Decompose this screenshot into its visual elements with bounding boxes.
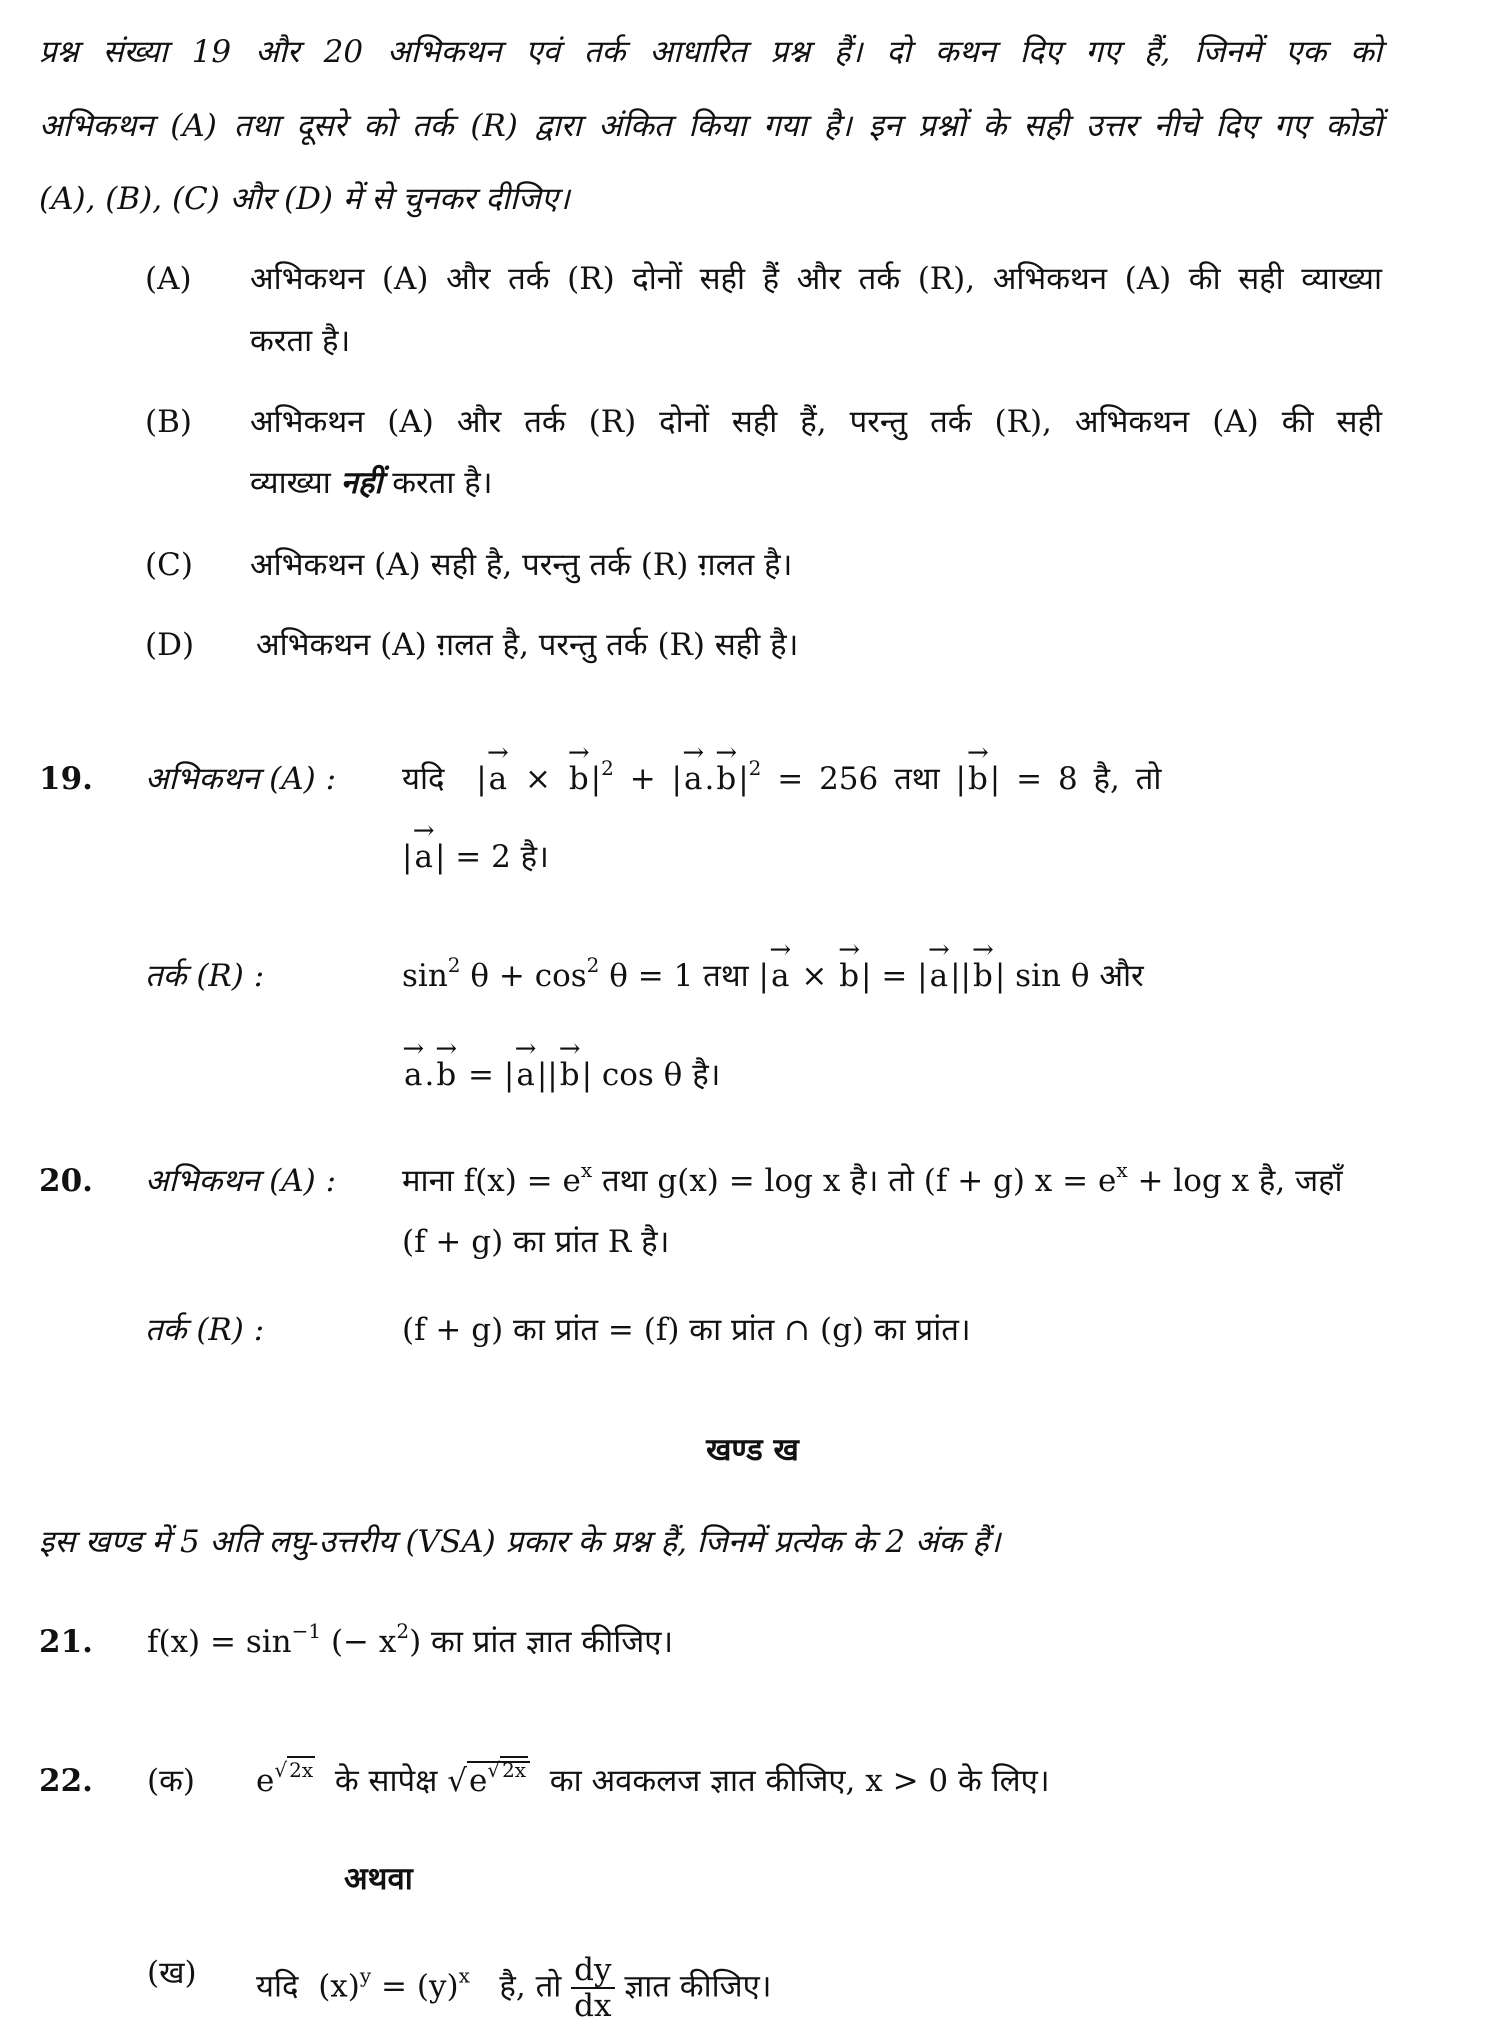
text: है, तो: [499, 1968, 562, 2005]
superscript: x: [580, 1158, 593, 1182]
q19-assertion: यदि |→ a × → $b|^2$ + |→ $a.\to b|^2 = 256$ तथा |→ b| = 8 है, तो: [402, 759, 1161, 799]
vector-b: → b: [971, 956, 995, 996]
text: = 8 है, तो: [1016, 761, 1162, 797]
option-a-text-cont: करता है।: [250, 323, 351, 359]
superscript: 2: [396, 1619, 410, 1643]
text: यदि: [402, 761, 445, 797]
text: + log x है, जहाँ: [1127, 1163, 1343, 1199]
text: = (y): [371, 1968, 459, 2005]
option-b-label: (B): [145, 404, 192, 440]
text: f(x) = sin: [147, 1624, 292, 1660]
text: 2x: [289, 1758, 314, 1782]
vector-b: → b: [558, 1055, 582, 1095]
option-b-text-cont: [250, 463, 492, 503]
q20-reason: (f + g) का प्रांत = (f) का प्रांत ∩ (g) का प्रांत।: [402, 1312, 971, 1348]
intro-line-1: प्रश्न संख्या 19 और 20 अभिकथन एवं तर्क आधारित प्रश्न हैं। दो कथन दिए गए हैं, जिनमें एक को: [39, 34, 1382, 70]
text: | = 2 है।: [434, 839, 549, 875]
q22-ka-text: [256, 1758, 1050, 1801]
reason-label: तर्क (R) :: [145, 1312, 265, 1348]
vector-a: → a: [402, 1055, 424, 1095]
vector-a: → a: [928, 956, 950, 996]
option-a-text: अभिकथन (A) और तर्क (R) दोनों सही हैं और तर्क (R), अभिकथन (A) की सही व्याख्या: [250, 261, 1382, 297]
text: करता है।: [392, 465, 493, 501]
q19-reason: $\sin^2 \theta + \cos^2 \theta = 1$ तथा |→ a × → b| = |→ a||→ b| sin θ और: [402, 956, 1144, 996]
q22-ka-label: (क): [147, 1763, 195, 1799]
vector-b: → b: [837, 956, 861, 996]
vector-a: → a: [514, 1055, 536, 1095]
reason-label: तर्क (R) :: [145, 958, 265, 994]
question-number: 20.: [39, 1163, 93, 1199]
q20-assertion: [402, 1158, 1343, 1201]
text: यदि: [256, 1968, 299, 2005]
text: 2x: [502, 1758, 527, 1782]
text: ) का प्रांत ज्ञात कीजिए।: [409, 1624, 674, 1660]
assertion-label: अभिकथन (A) :: [145, 1163, 337, 1199]
text: तथा g(x) = log x है। तो (f + g) x = e: [592, 1163, 1117, 1199]
text: e: [468, 1763, 488, 1799]
numerator: dy: [571, 1953, 614, 1989]
fraction-dy-dx: [571, 1953, 614, 2023]
option-c-text: अभिकथन (A) सही है, परन्तु तर्क (R) ग़लत है।: [250, 547, 793, 583]
text: ज्ञात कीजिए।: [624, 1968, 772, 2005]
text: = 256: [777, 761, 879, 797]
text: sin θ और: [1015, 958, 1144, 994]
text: के सापेक्ष: [334, 1763, 438, 1799]
question-number: 21.: [39, 1624, 93, 1660]
text: e: [256, 1763, 275, 1799]
question-number: 22.: [39, 1763, 93, 1799]
text: तथा: [894, 761, 940, 797]
intro-line-3: (A), (B), (C) और (D) में से चुनकर दीजिए।: [39, 181, 570, 217]
vector-b: → b: [714, 759, 738, 799]
sqrt-icon: √: [487, 1758, 501, 1782]
text: माना f(x) = e: [402, 1163, 581, 1199]
vector-a: → a: [769, 956, 791, 996]
text: (− x: [321, 1624, 397, 1660]
text: cos θ है।: [601, 1057, 721, 1093]
text: sin: [402, 958, 448, 994]
option-d-label: (D): [145, 627, 195, 663]
superscript: −1: [291, 1619, 322, 1643]
text: का अवकलज ज्ञात कीजिए, x > 0 के लिए।: [549, 1763, 1050, 1799]
text: θ + cos: [460, 958, 587, 994]
question-number: 19.: [39, 761, 93, 797]
emphasis-not: नहीं: [340, 465, 383, 501]
vector-b: → b: [966, 759, 990, 799]
q22-kha-text: [256, 1953, 772, 2023]
vector-a: → a: [682, 759, 704, 799]
superscript: y: [359, 1963, 372, 1988]
superscript: x: [458, 1963, 470, 1988]
q22-kha-label: (ख): [147, 1955, 197, 1991]
or-label: अथवा: [344, 1861, 413, 1897]
vector-a: → a: [487, 759, 509, 799]
text: (x): [318, 1968, 360, 2005]
text: θ = 1 तथा: [599, 958, 749, 994]
q19-assertion-cont: |→ a| = 2 है।: [402, 837, 549, 877]
option-d-text: अभिकथन (A) ग़लत है, परन्तु तर्क (R) सही है।: [256, 627, 799, 663]
intro-line-2: अभिकथन (A) तथा दूसरे को तर्क (R) द्वारा अंकित किया गया है। इन प्रश्नों के सही उत्तर नीचे दिए गए कोडों: [39, 108, 1382, 144]
section-title: खण्ड ख: [706, 1432, 799, 1468]
option-b-text: अभिकथन (A) और तर्क (R) दोनों सही हैं, परन्तु तर्क (R), अभिकथन (A) की सही: [250, 404, 1382, 440]
section-intro: इस खण्ड में 5 अति लघु-उत्तरीय (VSA) प्रकार के प्रश्न हैं, जिनमें प्रत्येक के 2 अंक हैं।: [39, 1524, 1001, 1560]
vector-b: → b: [567, 759, 591, 799]
vector-a: → a: [412, 837, 434, 877]
q21-text: [147, 1619, 674, 1662]
sqrt-icon: √: [447, 1763, 467, 1799]
q19-reason-cont: → a.→ b = |→ a||→ b| cos θ है।: [402, 1055, 720, 1095]
vector-b: → b: [434, 1055, 458, 1095]
text: व्याख्या: [250, 465, 331, 501]
superscript: x: [1116, 1158, 1128, 1182]
q20-assertion-cont: (f + g) का प्रांत R है।: [402, 1224, 670, 1260]
sqrt-icon: √: [274, 1758, 288, 1782]
option-a-label: (A): [145, 261, 192, 297]
assertion-label: अभिकथन (A) :: [145, 761, 337, 797]
denominator: dx: [574, 1988, 612, 2024]
option-c-label: (C): [145, 547, 193, 583]
